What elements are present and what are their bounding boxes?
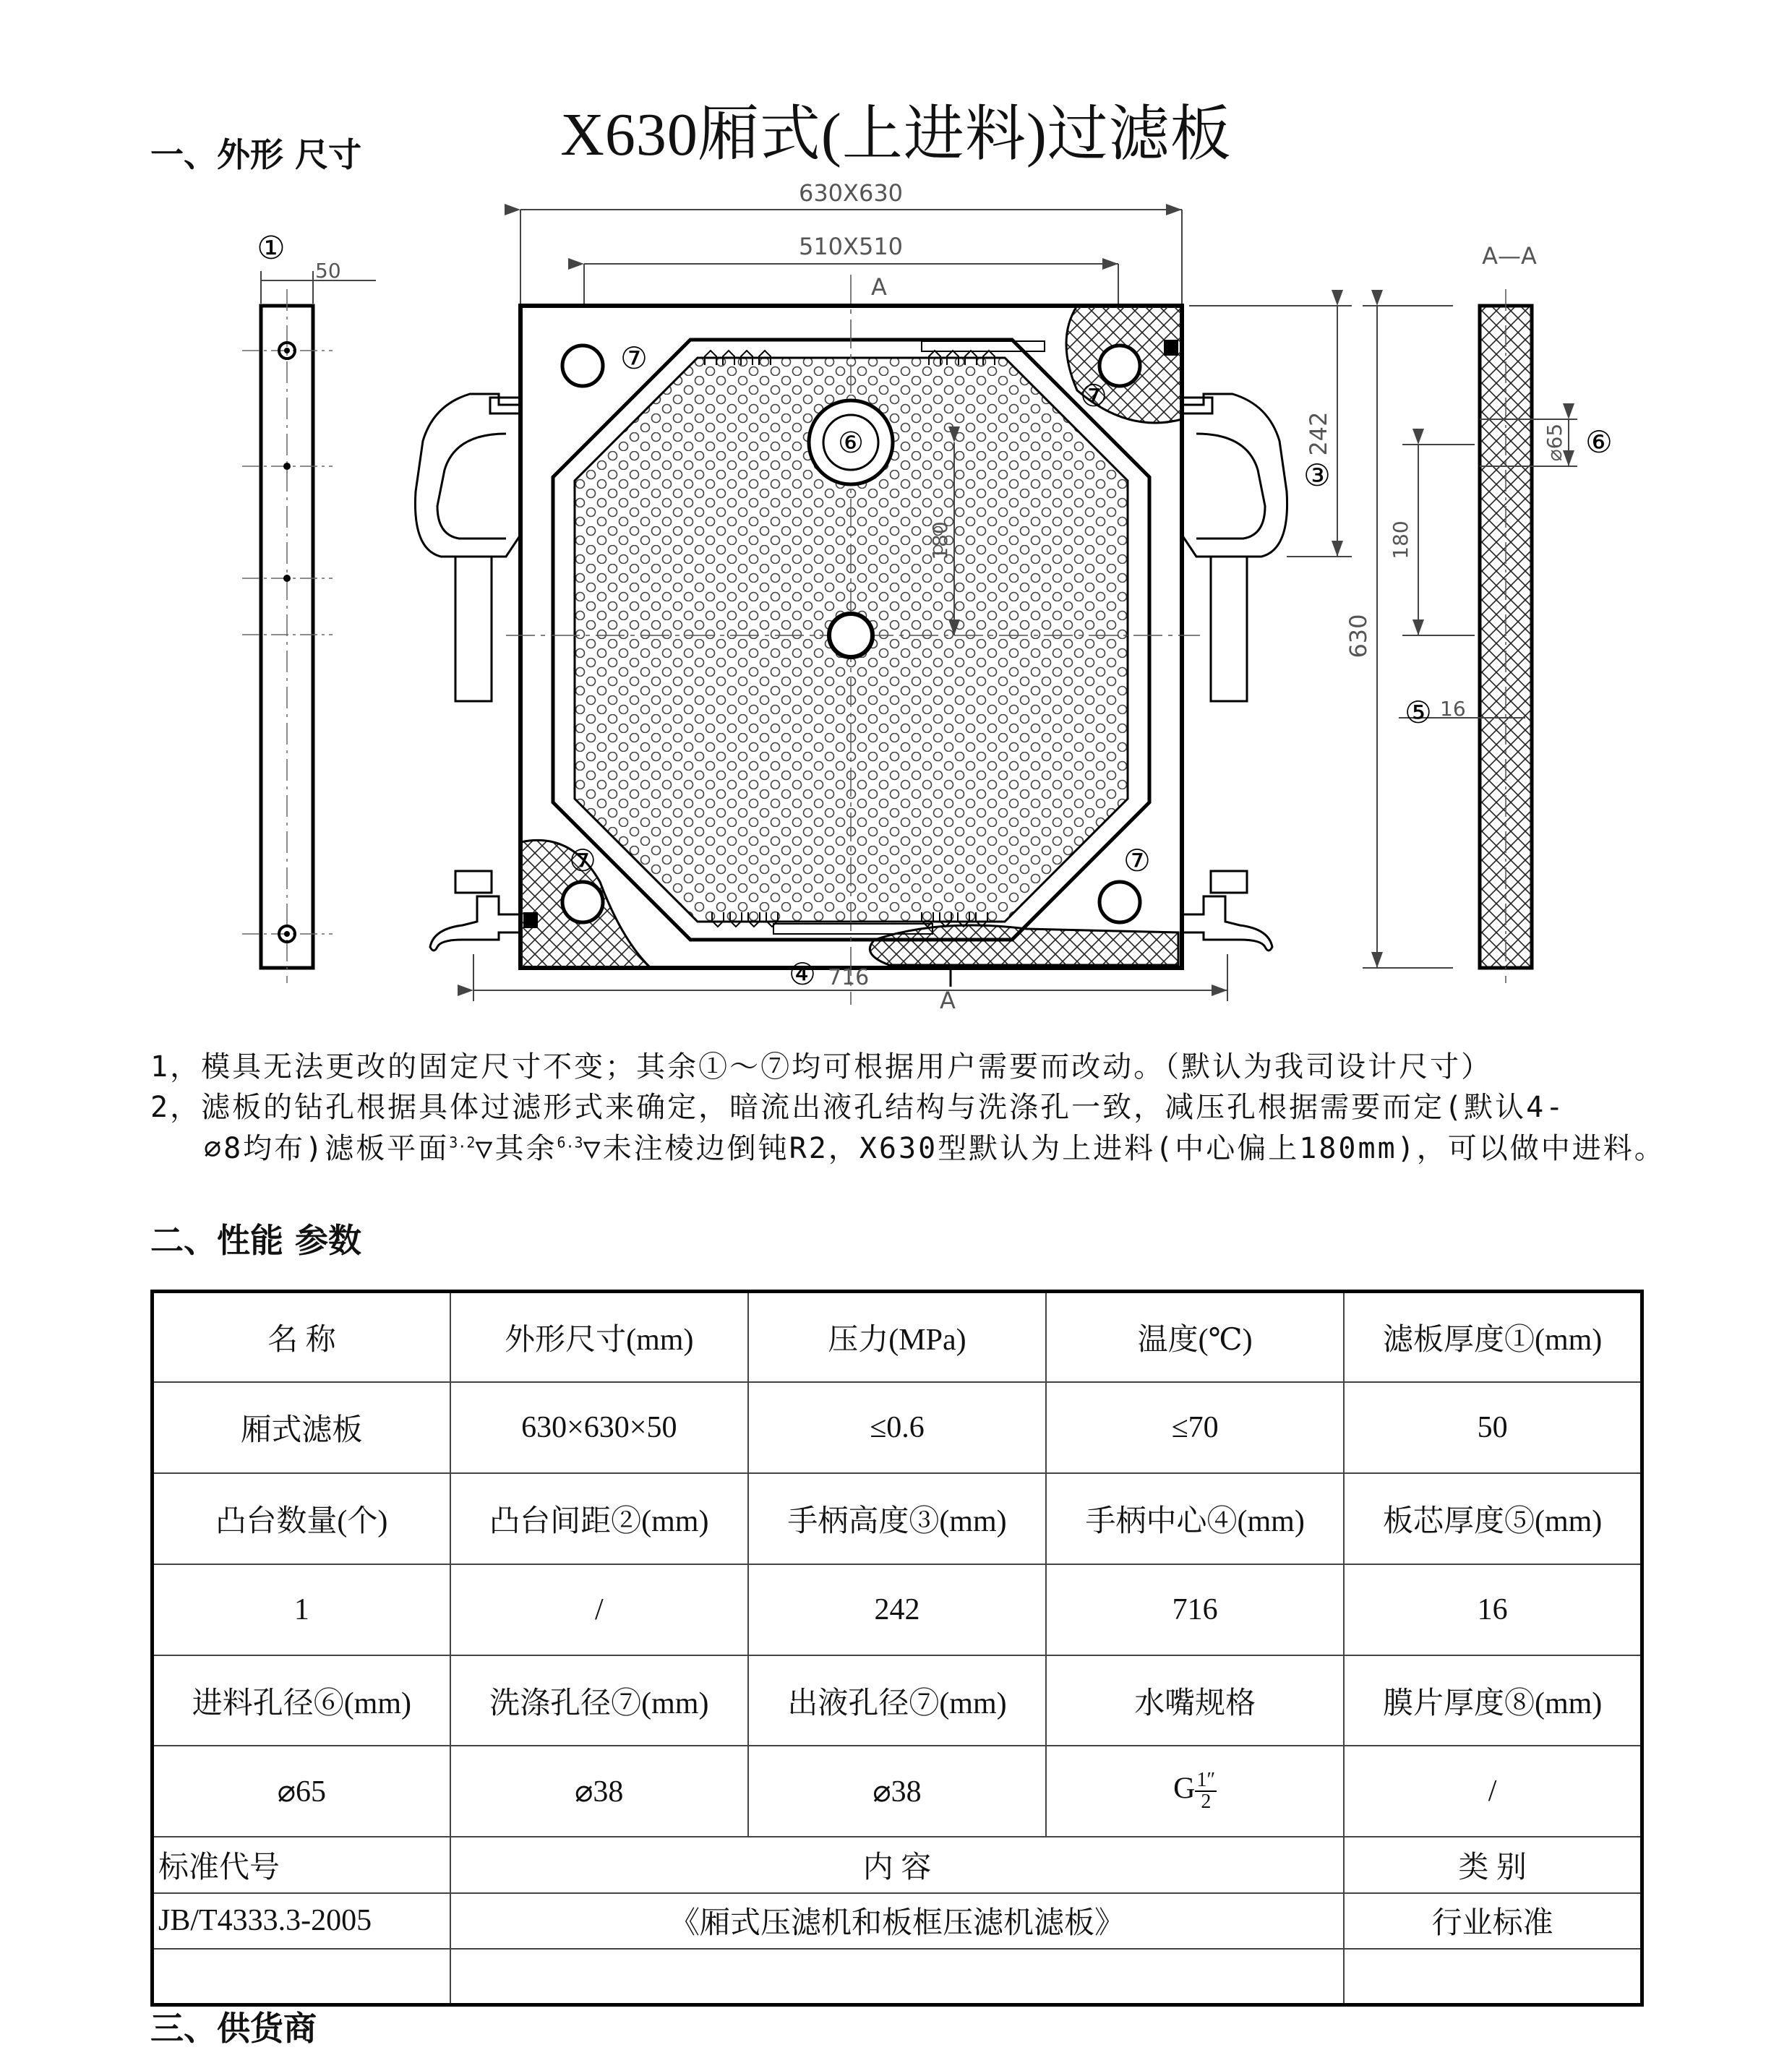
table-cell: /: [450, 1564, 748, 1655]
dim-inner: 510X510: [798, 233, 904, 260]
table-cell: ⌀65: [153, 1746, 450, 1837]
table-cell: ⌀38: [748, 1746, 1046, 1837]
section-heading-supplier: 三、供货商: [150, 2009, 317, 2048]
technical-drawing: [0, 181, 1792, 1019]
table-cell: 板芯厚度⑤(mm): [1344, 1473, 1642, 1564]
document-title: X630厢式(上进料)过滤板: [560, 101, 1232, 168]
table-cell: 洗涤孔径⑦(mm): [450, 1655, 748, 1746]
mark-5: ⑤: [1405, 695, 1432, 730]
mark-7-br: ⑦: [1123, 843, 1151, 878]
table-cell: 出液孔径⑦(mm): [748, 1655, 1046, 1746]
dim-handle-height: 242: [1305, 411, 1332, 456]
empty-row: [153, 1949, 1642, 2005]
fraction-numerator: 1″: [1196, 1769, 1216, 1792]
table-cell: 温度(℃): [1046, 1292, 1344, 1383]
table-row: [153, 1473, 1642, 1564]
table-cell: 630×630×50: [450, 1382, 748, 1473]
table-cell: 凸台数量(个): [153, 1473, 450, 1564]
note-2-line-2: ⌀8均布)滤板平面$^{3.2}$▽其余$^{6.3}$▽未注棱边倒钝R2，X630型默认为上进料(中心偏上180mm)，可以做中进料。: [204, 1132, 1665, 1165]
section-heading-dimensions: 一、外形 尺寸: [150, 135, 362, 174]
table-cell: 手柄中心④(mm): [1046, 1473, 1344, 1564]
table-cell: 进料孔径⑥(mm): [153, 1655, 450, 1746]
table-cell: 水嘴规格: [1046, 1655, 1344, 1746]
table-cell: 类 别: [1344, 1837, 1642, 1892]
table-cell: /: [1344, 1746, 1642, 1837]
mark-1: ①: [257, 230, 286, 267]
table-row: [153, 1292, 1642, 1383]
note-2-line-1: 2，滤板的钻孔根据具体过滤形式来确定，暗流出液孔结构与洗涤孔一致，减压孔根据需要而定(默认4-: [150, 1091, 1566, 1124]
table-cell: [450, 1949, 1345, 2005]
mark-7-bl: ⑦: [569, 843, 596, 878]
mark-3: ③: [1303, 458, 1331, 493]
table-cell: 名 称: [153, 1292, 450, 1383]
mark-6-front: ⑥: [838, 426, 864, 460]
table-cell: 膜片厚度⑧(mm): [1344, 1655, 1642, 1746]
roughness-icon: 6.3: [557, 1133, 583, 1151]
table-cell: 标准代号: [153, 1837, 450, 1892]
note-1: 1，模具无法更改的固定尺寸不变；其余①～⑦均可根据用户需要而改动。（默认为我司设计尺寸）: [150, 1050, 1493, 1084]
mark-7-tr: ⑦: [1080, 378, 1107, 413]
dim-feed-dia: ⌀65: [1543, 423, 1566, 462]
section-label: A—A: [1482, 242, 1537, 270]
section-mark-top: A: [871, 273, 887, 301]
note-2-part-a: ⌀8均布)滤板平面: [204, 1132, 450, 1165]
spec-table: [150, 1290, 1644, 2007]
table-cell: ≤70: [1046, 1382, 1344, 1473]
water-nozzle-fraction: [1195, 1770, 1217, 1812]
table-row: [153, 1564, 1642, 1655]
table-cell: 716: [1046, 1564, 1344, 1655]
section-view: [1389, 242, 1613, 983]
mark-7-tl: ⑦: [620, 340, 648, 376]
section-heading-parameters: 二、性能 参数: [150, 1221, 362, 1260]
table-cell: 《厢式压滤机和板框压滤机滤板》: [450, 1893, 1345, 1949]
table-row: [153, 1746, 1642, 1837]
front-view: [415, 181, 1453, 1014]
dim-feed-offset-section: 180: [1389, 520, 1412, 559]
water-nozzle-prefix: G: [1173, 1772, 1196, 1806]
table-cell: 内 容: [450, 1837, 1345, 1892]
side-view: [242, 230, 376, 983]
fraction-denominator: 2: [1201, 1790, 1212, 1814]
dim-outer: 630X630: [798, 181, 904, 207]
table-cell: 242: [748, 1564, 1046, 1655]
section-mark-bottom: A: [940, 987, 956, 1014]
dim-feed-offset: 180: [928, 521, 952, 560]
dim-height: 630: [1345, 614, 1372, 659]
table-row: [153, 1382, 1642, 1473]
note-2-part-c: 未注棱边倒钝R2，X630型默认为上进料(中心偏上180mm)，可以做中进料。: [602, 1132, 1665, 1165]
table-cell: 凸台间距②(mm): [450, 1473, 748, 1564]
table-cell: 滤板厚度①(mm): [1344, 1292, 1642, 1383]
table-cell: JB/T4333.3-2005: [153, 1893, 450, 1949]
table-cell: 外形尺寸(mm): [450, 1292, 748, 1383]
table-cell: [153, 1949, 450, 2005]
table-cell: 手柄高度③(mm): [748, 1473, 1046, 1564]
dim-thickness: 50: [315, 259, 341, 283]
table-cell: 行业标准: [1344, 1893, 1642, 1949]
standard-row: [153, 1893, 1642, 1949]
table-row: [153, 1655, 1642, 1746]
table-cell: 1: [153, 1564, 450, 1655]
table-cell: 厢式滤板: [153, 1382, 450, 1473]
mark-4: ④: [789, 956, 816, 992]
note-2-part-b: 其余: [494, 1132, 557, 1165]
roughness-icon: 3.2: [449, 1133, 476, 1151]
water-nozzle-cell: [1046, 1746, 1344, 1837]
table-cell: ⌀38: [450, 1746, 748, 1837]
standard-header-row: [153, 1837, 1642, 1892]
dim-handle-center: 716: [828, 965, 870, 990]
table-cell: [1344, 1949, 1642, 2005]
table-cell: 压力(MPa): [748, 1292, 1046, 1383]
table-cell: 50: [1344, 1382, 1642, 1473]
table-cell: ≤0.6: [748, 1382, 1046, 1473]
mark-6-section: ⑥: [1585, 424, 1613, 460]
table-cell: 16: [1344, 1564, 1642, 1655]
dim-core: 16: [1440, 697, 1466, 721]
